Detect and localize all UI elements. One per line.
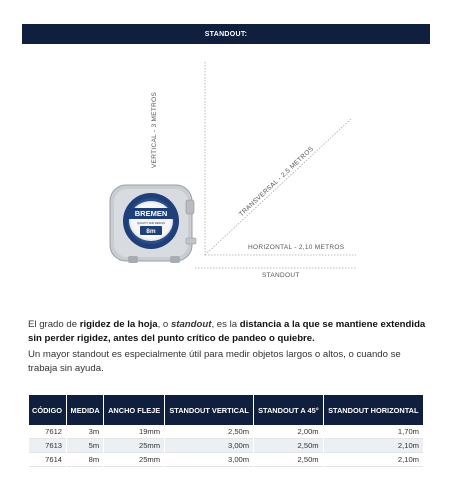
horizontal-label: HORIZONTAL - 2,10 METROS [248, 244, 345, 251]
table-cell: 25mm [104, 439, 164, 453]
diagram-lines [0, 50, 452, 290]
table-cell: 3,00m [165, 439, 253, 453]
table-cell: 8m [67, 453, 103, 467]
table-row [29, 439, 423, 453]
column-header: MEDIDA [67, 395, 103, 425]
transversal-label: TRANSVERSAL - 2,5 METROS [238, 145, 316, 219]
table-cell: 2,50m [165, 425, 253, 439]
table-cell: 2,50m [254, 439, 323, 453]
table-cell: 2,50m [254, 453, 323, 467]
table-cell: 2,10m [324, 453, 423, 467]
section-header [22, 24, 430, 44]
table-cell: 7612 [29, 425, 66, 439]
column-header: STANDOUT HORIZONTAL [324, 395, 423, 425]
table-row [29, 425, 423, 439]
diagonal-line [205, 118, 352, 255]
column-header: STANDOUT A 45° [254, 395, 323, 425]
table-cell: 3m [67, 425, 103, 439]
specs-table [28, 395, 424, 467]
table-cell: 2,00m [254, 425, 323, 439]
table-cell: 7613 [29, 439, 66, 453]
standout-diagram [0, 50, 452, 290]
tape-brand: BREMEN [134, 209, 168, 218]
column-header: ANCHO FLEJE [104, 395, 164, 425]
tape-size: 8m [146, 228, 156, 235]
description-paragraph-2: Un mayor standout es especialmente útil para medir objetos largos o altos, o cuando se trabaja sin ayuda. [28, 349, 401, 374]
vertical-label: VERTICAL - 3 METROS [151, 91, 158, 168]
table-cell: 19mm [104, 425, 164, 439]
table-cell: 5m [67, 439, 103, 453]
table-cell: 7614 [29, 453, 66, 467]
tape-tagline: QUALITY AND DESIGN [137, 222, 165, 225]
table-cell: 3,00m [165, 453, 253, 467]
section-title: STANDOUT: [204, 30, 248, 38]
standout-label: STANDOUT [262, 272, 300, 279]
column-header: STANDOUT VERTICAL [165, 395, 253, 425]
tape-measure-icon [110, 185, 196, 263]
table-cell: 1,70m [324, 425, 423, 439]
description-paragraph-1: El grado de rigidez de la hoja, o standout, es la distancia a la que se mantiene extendida sin perder rigidez, antes del punto crítico de pandeo o quiebre. [28, 319, 426, 344]
table-cell: 25mm [104, 453, 164, 467]
table-header-row [29, 395, 423, 425]
column-header: CÓDIGO [29, 395, 66, 425]
table-row [29, 453, 423, 467]
table-cell: 2,10m [324, 439, 423, 453]
